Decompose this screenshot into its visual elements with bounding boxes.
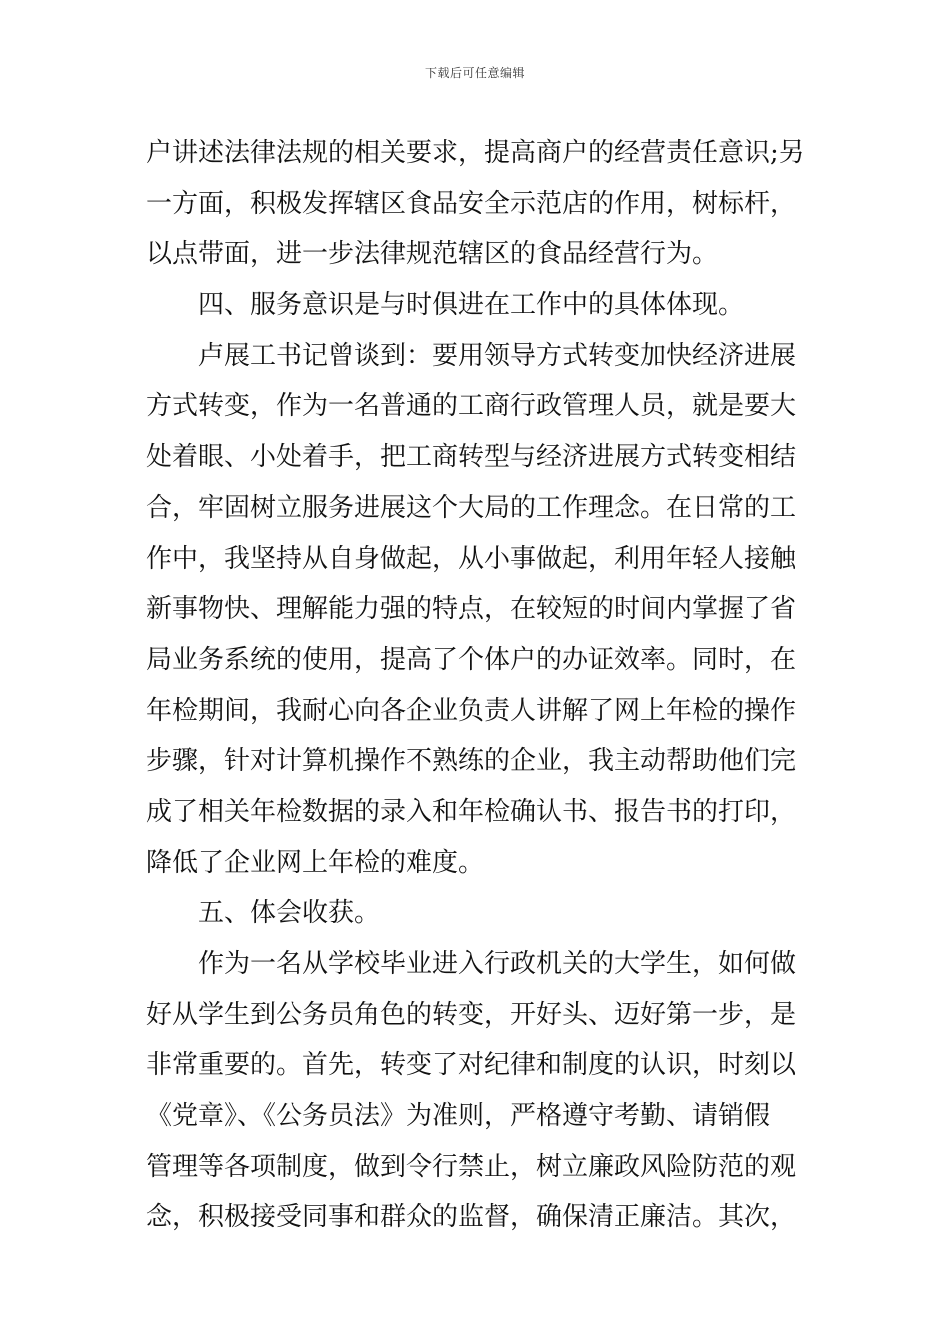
text-line: 成了相关年检数据的录入和年检确认书、报告书的打印，	[146, 796, 797, 827]
text-line: 降低了企业网上年检的难度。	[146, 847, 485, 878]
text-line: 作为一名从学校毕业进入行政机关的大学生，如何做	[198, 949, 797, 979]
text-line: 作中，我坚持从自身做起，从小事做起，利用年轻人接触	[146, 543, 797, 574]
text-line: 方式转变，作为一名普通的工商行政管理人员，就是要大	[146, 391, 797, 422]
text-line: 五、体会收获。	[198, 898, 381, 929]
body-text	[146, 128, 806, 1243]
text-line: 一方面，积极发挥辖区食品安全示范店的作用，树标杆，	[146, 188, 797, 219]
text-line: 步骤，针对计算机操作不熟练的企业，我主动帮助他们完	[146, 746, 797, 777]
text-line: 卢展工书记曾谈到：要用领导方式转变加快经济进展	[198, 340, 797, 371]
page-header: 下载后可任意编辑	[424, 66, 525, 80]
text-line: 合，牢固树立服务进展这个大局的工作理念。在日常的工	[146, 492, 797, 523]
text-line: 年检期间，我耐心向各企业负责人讲解了网上年检的操作	[146, 695, 797, 726]
text-line: 局业务系统的使用，提高了个体户的办证效率。同时，在	[146, 644, 797, 675]
text-line: 户讲述法律法规的相关要求，提高商户的经营责任意识;另	[146, 138, 805, 168]
text-line: 新事物快、理解能力强的特点，在较短的时间内掌握了省	[146, 594, 797, 625]
text-line: 管理等各项制度，做到令行禁止，树立廉政风险防范的观	[146, 1151, 797, 1182]
text-line: 四、服务意识是与时俱进在工作中的具体体现。	[198, 290, 745, 321]
text-line: 好从学生到公务员角色的转变，开好头、迈好第一步，是	[146, 999, 797, 1030]
text-line: 以点带面，进一步法律规范辖区的食品经营行为。	[146, 239, 719, 270]
text-line: 念，积极接受同事和群众的监督，确保清正廉洁。其次，	[146, 1202, 797, 1233]
text-line: 非常重要的。首先，转变了对纪律和制度的认识，时刻以	[146, 1050, 797, 1081]
text-line: 《党章》、《公务员法》为准则，严格遵守考勤、请销假	[146, 1101, 771, 1132]
text-line: 处着眼、小处着手，把工商转型与经济进展方式转变相结	[146, 442, 797, 473]
